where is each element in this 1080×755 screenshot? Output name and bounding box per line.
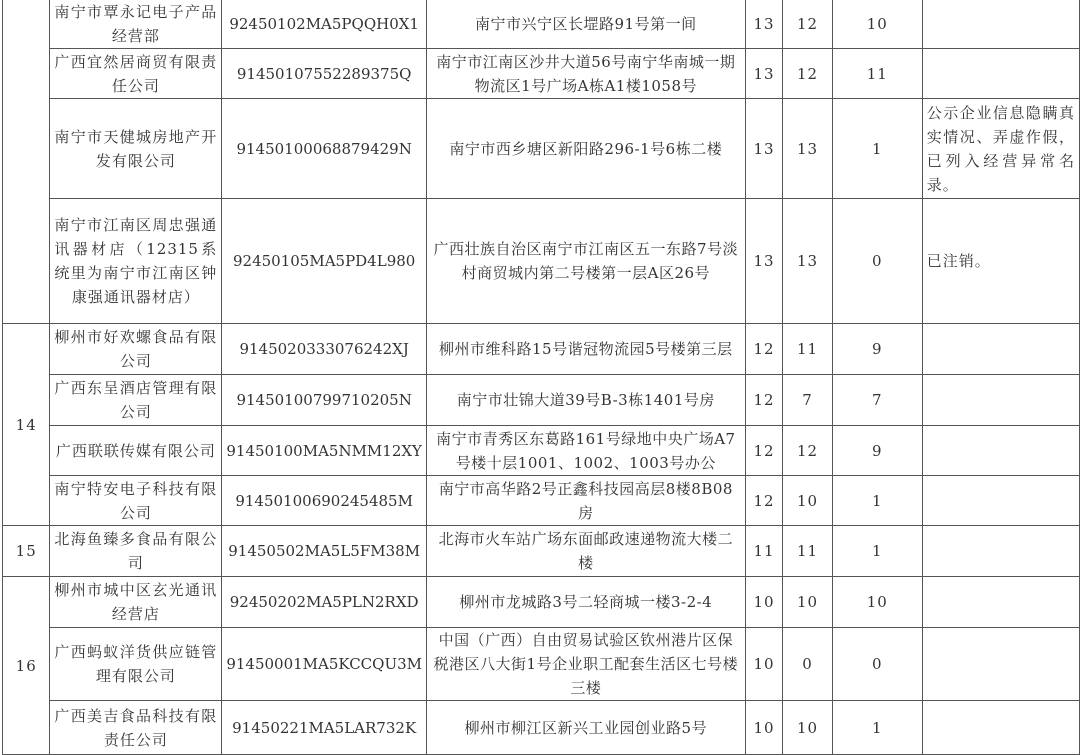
address-cell: 柳州市龙城路3号二轻商城一楼3-2-4 (427, 577, 746, 628)
remark-cell (922, 476, 1079, 526)
credit-code-cell: 92450105MA5PD4L980 (222, 199, 427, 324)
remark-cell (922, 526, 1079, 577)
credit-code-cell: 91450221MA5LAR732K (222, 701, 427, 755)
company-name-cell: 北海鱼臻多食品有限公司 (50, 526, 222, 577)
count-cell: 12 (745, 426, 783, 476)
count-cell: 12 (745, 476, 783, 526)
company-name-cell: 柳州市城中区玄光通讯经营店 (50, 577, 222, 628)
rank-cell: 14 (3, 324, 50, 526)
count-cell: 0 (832, 199, 922, 324)
count-cell: 1 (832, 701, 922, 755)
table-row (3, 476, 1080, 526)
count-cell: 1 (832, 526, 922, 577)
company-name-cell: 柳州市好欢螺食品有限公司 (50, 324, 222, 375)
table-row (3, 526, 1080, 577)
rank-cell: 15 (3, 526, 50, 577)
remark-cell (922, 426, 1079, 476)
count-cell: 10 (745, 577, 783, 628)
credit-code-cell: 91450100690245485M (222, 476, 427, 526)
count-cell: 10 (745, 628, 783, 701)
remark-cell (922, 577, 1079, 628)
company-name-cell: 广西宜然居商贸有限责任公司 (50, 49, 222, 99)
address-cell: 南宁市高华路2号正鑫科技园高层8楼8B08房 (427, 476, 746, 526)
count-cell: 9 (832, 324, 922, 375)
remark-cell (922, 375, 1079, 426)
address-cell: 柳州市柳江区新兴工业园创业路5号 (427, 701, 746, 755)
count-cell: 0 (783, 628, 832, 701)
count-cell: 10 (783, 476, 832, 526)
count-cell: 13 (783, 99, 832, 199)
count-cell: 1 (832, 99, 922, 199)
enterprise-table (2, 0, 1080, 755)
credit-code-cell: 92450202MA5PLN2RXD (222, 577, 427, 628)
count-cell: 7 (783, 375, 832, 426)
count-cell: 11 (832, 49, 922, 99)
remark-cell (922, 49, 1079, 99)
table-row (3, 0, 1080, 49)
company-name-cell: 广西东呈酒店管理有限公司 (50, 375, 222, 426)
remark-cell (922, 628, 1079, 701)
company-name-cell: 南宁市天健城房地产开发有限公司 (50, 99, 222, 199)
count-cell: 13 (745, 99, 783, 199)
count-cell: 13 (745, 199, 783, 324)
table-row (3, 426, 1080, 476)
table-row (3, 324, 1080, 375)
address-cell: 北海市火车站广场东面邮政速递物流大楼二楼 (427, 526, 746, 577)
credit-code-cell: 9145020333076242XJ (222, 324, 427, 375)
count-cell: 9 (832, 426, 922, 476)
address-cell: 南宁市兴宁区长堽路91号第一间 (427, 0, 746, 49)
count-cell: 10 (832, 0, 922, 49)
company-name-cell: 广西美吉食品科技有限责任公司 (50, 701, 222, 755)
count-cell: 13 (745, 0, 783, 49)
count-cell: 11 (783, 526, 832, 577)
remark-cell: 公示企业信息隐瞒真实情况、弄虚作假，已列入经营异常名录。 (922, 99, 1079, 199)
count-cell: 7 (832, 375, 922, 426)
address-cell: 柳州市维科路15号谐冠物流园5号楼第三层 (427, 324, 746, 375)
table-row (3, 49, 1080, 99)
count-cell: 13 (745, 49, 783, 99)
rank-cell (3, 0, 50, 324)
count-cell: 10 (783, 701, 832, 755)
credit-code-cell: 91450107552289375Q (222, 49, 427, 99)
address-cell: 中国（广西）自由贸易试验区钦州港片区保税港区八大街1号企业职工配套生活区七号楼三楼 (427, 628, 746, 701)
credit-code-cell: 91450100799710205N (222, 375, 427, 426)
count-cell: 11 (783, 324, 832, 375)
address-cell: 广西壮族自治区南宁市江南区五一东路7号淡村商贸城内第二号楼第一层A区26号 (427, 199, 746, 324)
table-row (3, 99, 1080, 199)
address-cell: 南宁市江南区沙井大道56号南宁华南城一期物流区1号广场A栋A1楼1058号 (427, 49, 746, 99)
count-cell: 1 (832, 476, 922, 526)
company-name-cell: 广西联联传媒有限公司 (50, 426, 222, 476)
table-row (3, 375, 1080, 426)
remark-cell (922, 0, 1079, 49)
count-cell: 12 (783, 426, 832, 476)
address-cell: 南宁市青秀区东葛路161号绿地中央广场A7号楼十层1001、1002、1003号办公 (427, 426, 746, 476)
count-cell: 13 (783, 199, 832, 324)
count-cell: 12 (783, 0, 832, 49)
credit-code-cell: 91450001MA5KCCQU3M (222, 628, 427, 701)
table-row (3, 577, 1080, 628)
table-row (3, 628, 1080, 701)
address-cell: 南宁市壮锦大道39号B-3栋1401号房 (427, 375, 746, 426)
company-name-cell: 南宁市江南区周忠强通讯器材店（12315系统里为南宁市江南区钟康强通讯器材店） (50, 199, 222, 324)
table-row (3, 701, 1080, 755)
credit-code-cell: 91450100MA5NMM12XY (222, 426, 427, 476)
count-cell: 12 (745, 375, 783, 426)
credit-code-cell: 91450502MA5L5FM38M (222, 526, 427, 577)
credit-code-cell: 91450100068879429N (222, 99, 427, 199)
count-cell: 11 (745, 526, 783, 577)
rank-cell: 16 (3, 577, 50, 755)
count-cell: 10 (745, 701, 783, 755)
count-cell: 12 (745, 324, 783, 375)
address-cell: 南宁市西乡塘区新阳路296-1号6栋二楼 (427, 99, 746, 199)
count-cell: 10 (832, 577, 922, 628)
count-cell: 10 (783, 577, 832, 628)
credit-code-cell: 92450102MA5PQQH0X1 (222, 0, 427, 49)
company-name-cell: 广西蚂蚁洋货供应链管理有限公司 (50, 628, 222, 701)
remark-cell (922, 324, 1079, 375)
count-cell: 12 (783, 49, 832, 99)
count-cell: 0 (832, 628, 922, 701)
table-row (3, 199, 1080, 324)
company-name-cell: 南宁市覃永记电子产品经营部 (50, 0, 222, 49)
remark-cell: 已注销。 (922, 199, 1079, 324)
remark-cell (922, 701, 1079, 755)
company-name-cell: 南宁特安电子科技有限公司 (50, 476, 222, 526)
